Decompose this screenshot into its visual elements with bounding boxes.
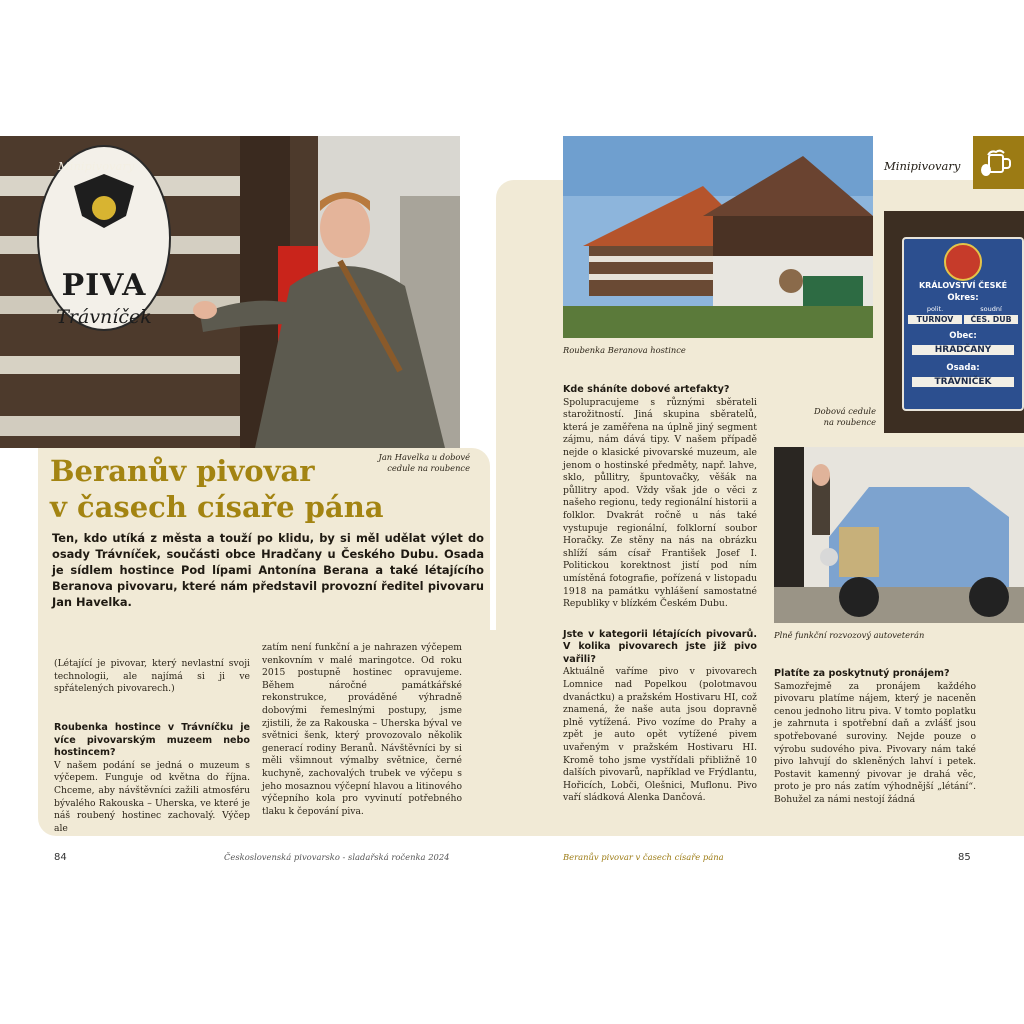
photo-car-scene xyxy=(774,447,1024,623)
sign-obec: Obec: xyxy=(949,331,977,341)
sign-soudni: soudní xyxy=(980,305,1002,313)
article-lead: Ten, kdo utíká z města a touží po klidu, by si měl udělat výlet do osady Trávníček, součásti obce Hradčany u Českého Dubu. Osada je sídlem hostince Pod lípami Antonína Berana a také létajícího Beranova pivovaru, které nám představil provozní ředitel pivovaru Jan Havelka. xyxy=(52,531,484,609)
question-artefakty: Kde sháníte dobové artefakty? xyxy=(563,384,730,395)
section-label-right: Minipivovary xyxy=(884,159,961,173)
sign-okres: Okres: xyxy=(947,293,979,303)
photo-veteran-car xyxy=(774,447,1024,623)
photo-havelka-sign xyxy=(0,136,460,448)
sign-osada: Osada: xyxy=(946,363,980,373)
sign-travnicek-text: Trávníček xyxy=(56,306,152,328)
right-column-1 xyxy=(563,384,757,805)
sign-turnov: TURNOV xyxy=(908,315,962,324)
photo-sign-board xyxy=(884,211,1024,433)
answer-pronajem: Samozřejmě za pronájem každého pivovaru platíme nájem, který je naceněn cenou jednoho litru piva. V tomto poplatku je zahrnuta i spotřební daň a zvlášť jsou spotřebované suroviny. Nejde pouze o výrobu sudového piva. Pivovary nám také pivo lahvují do skleněných lahví i petek. Postavit kamenný pivovar je drahá věc, proto je pro nás zatím výhodnější „létání“. Bohužel za námi nestojí žádná xyxy=(774,680,976,805)
answer-roubenka: V našem podání se jedná o muzeum s výčepem. Funguje od května do října. Chceme, aby návštěvníci zažili atmosféru bývalého Rakouska – Uherska, ve které je náš roubený hostinec zachovalý. Výčep ale xyxy=(54,759,250,834)
sign-polit: polit. xyxy=(926,305,944,313)
left-column-1 xyxy=(54,722,250,835)
question-letajici: Jste v kategorii létajících pivovarů. V kolika pivovarech jste již pivo vařili? xyxy=(563,628,757,665)
page-number-right: 85 xyxy=(958,852,971,863)
footer-article-title: Beranův pivovar v časech císaře pána xyxy=(563,852,724,862)
answer-letajici: Aktuálně vaříme pivo v pivovarech Lomnice nad Popelkou (polotmavou dvanáctku) a pražském Hostivaru HI, což znamená, že naše auta jsou dopravně plně vytížená. Pivo vozíme do Prahy a zpět je auto opět vytížené pivem uvařeným v pražském Hostivaru HI. Kromě toho jsme vystřídali přibližně 10 dalších pivovarů, například ve Frýdlantu, Hořicích, Lobči, Olešnici, Muflonu. Pivo vaří sládková Alenka Dančová. xyxy=(563,666,757,804)
question-pronajem: Platíte za poskytnutý pronájem? xyxy=(774,668,950,679)
section-badge-right xyxy=(973,136,1024,189)
sign-hradcany: HRADČANY xyxy=(912,345,1014,355)
photo-caption-car: Plně funkční rozvozový autoveterán xyxy=(774,630,925,640)
sign-travnicek: TRÁVNÍČEK xyxy=(912,377,1014,387)
sign-ces-dub: ČES. DUB xyxy=(964,315,1018,324)
article-title xyxy=(50,453,430,525)
photo-roubenka xyxy=(563,136,873,338)
page-number-left: 84 xyxy=(54,852,67,863)
section-label-left: Minipivovary xyxy=(58,159,135,173)
sign-kingdom: KRÁLOVSTVÍ ČESKÉ xyxy=(918,281,1008,290)
footer-publication: Československá pivovarsko - sladařská ročenka 2024 xyxy=(224,852,450,862)
beer-mug-hop-icon xyxy=(973,136,1024,189)
sign-piva-text: PIVA xyxy=(61,268,147,303)
photo-caption-havelka: Jan Havelka u dobové cedule na roubence xyxy=(378,452,470,473)
photo-caption-roubenka: Roubenka Beranova hostince xyxy=(563,345,686,355)
answer-artefakty: Spolupracujeme s různými sběrateli starožitností. Jiná skupina sběratelů, která je zaměřena na úplně jiný segment zájmu, nám dává tipy. V našem případě nejde o klasické pivovarské muzeum, ale jenom o hostinské předměty, např. lahve, sklo, půllitry, špuntovačky, věšák na půllitry apod. Vždy však jde o věci z našeho regionu, tedy regionální historii a folklor. Dvakrát ročně u nás také vystupuje regionální, folklorní soubor Horačky. Ze stěny na nás na obrázku shlíží sám císař František Josef I. Politickou korektnost jistí pod ním umístěná fotografie, pořízená v listopadu 1918 na památku vyhlášení samostatné Republiky v blízkém Českém Dubu. xyxy=(563,396,757,610)
left-column-2: zatím není funkční a je nahrazen výčepem venkovním v malé maringotce. Od roku 2015 postupně hostinec opravujeme. Během náročné památkářské rekonstrukce, prováděné výhradně dobovými řemeslnými postupy, jsme zjistili, že za Rakouska – Uherska býval ve světnici šenk, který provozovalo několik generací rodiny Beranů. Návštěvníci by si měli všimnout výmalby světnice, černé kuchyně, zachovalých trubek ve výčepu s jeho mosaznou výčepní hlavou a litinového výčepního kola pro vyvinutí potřebného tlaku k čepování piva. xyxy=(262,642,462,817)
sign-board xyxy=(902,237,1024,411)
photo-caption-sign: Dobová cedule na roubence xyxy=(814,406,876,427)
article-title-line1: Beranův pivovar xyxy=(50,454,315,488)
coat-of-arms-icon xyxy=(944,243,982,281)
flying-brewery-note: (Létající je pivovar, který nevlastní svoji technologii, ale najímá si ji ve spřátelených pivovarech.) xyxy=(54,658,250,695)
right-column-2 xyxy=(774,668,976,807)
article-title-line2: v časech císaře pána xyxy=(50,490,384,524)
question-roubenka: Roubenka hostince v Trávníčku je více pivovarským muzeem nebo hostincem? xyxy=(54,722,250,759)
photo-roubenka-scene xyxy=(563,136,873,338)
